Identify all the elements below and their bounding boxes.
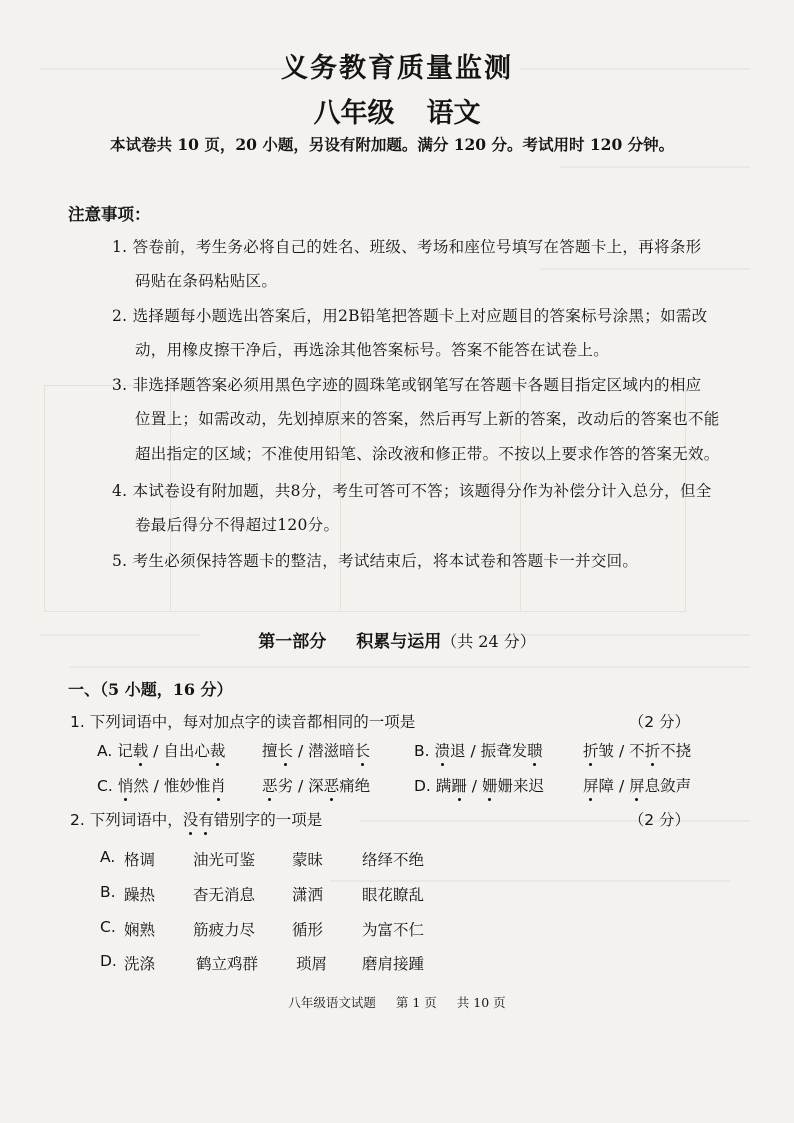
word: 恶劣: [262, 777, 294, 795]
question-2-option-word: 筋疲力尽: [193, 921, 256, 939]
notice-line: 卷最后得分不得超过120分。: [135, 516, 340, 534]
question-2-option-word: 洗涤: [124, 955, 156, 973]
question-2-option-word: 络绎不绝: [362, 851, 425, 869]
part-name: 积累与运用: [356, 632, 442, 652]
question-2-option-word: 为富不仁: [362, 921, 425, 939]
question-2-option-word: 杳无消息: [193, 886, 256, 904]
notice-line: 码贴在条码粘贴区。: [135, 272, 278, 290]
emphasis-char: 长: [277, 742, 294, 760]
word: 悄然: [117, 777, 149, 795]
question-2-option-a-letter: A.: [100, 848, 116, 866]
notice-line: 动，用橡皮擦干净后，再选涂其他答案标号。答案不能答在试卷上。: [135, 341, 610, 359]
word: 屏息敛声: [629, 777, 692, 795]
emphasis-char: 裁: [209, 742, 226, 760]
page-footer: [0, 993, 794, 1011]
question-2-option-word: 娴熟: [124, 921, 156, 939]
notice-line: 4. 本试卷设有附加题，共8分，考生可答可不答；该题得分作为补偿分计入总分，但全: [112, 482, 712, 500]
part-points: （共 24 分）: [441, 632, 536, 651]
emphasis-char: 聩: [527, 742, 543, 760]
notice-heading: 注意事项：: [68, 205, 151, 224]
notice-line: 1. 答卷前，考生务必将自己的姓名、班级、考场和座位号填写在答题卡上，再将条形: [112, 238, 702, 256]
word: 折皱: [583, 742, 615, 760]
emphasis-char: 折: [583, 742, 599, 760]
question-1-score: （2 分）: [628, 713, 690, 731]
emphasis-char: 肖: [210, 777, 226, 795]
question-1-option-c-pair: 恶劣 / 深恶痛绝: [262, 777, 371, 795]
word: 不折不挠: [629, 742, 692, 760]
question-2-option-word: 琐屑: [296, 955, 328, 973]
question-2-option-word: 眼花瞭乱: [362, 886, 425, 904]
question-2-option-word: 磨肩接踵: [362, 955, 425, 973]
question-2-option-word: 油光可鉴: [193, 851, 256, 869]
section-heading: 一、（5 小题，16 分）: [68, 680, 233, 699]
question-1-stem: 1. 下列词语中，每对加点字的读音都相同的一项是: [70, 713, 416, 731]
question-1-option-a: A. 记载 / 自出心裁: [97, 742, 226, 760]
emphasis-char: 溃: [434, 742, 451, 760]
question-1-option-d-pair: 屏障 / 屏息敛声: [583, 777, 692, 795]
bleed-through-line: [540, 268, 750, 270]
word: 蹒跚: [435, 777, 467, 795]
word: 潜滋暗长: [308, 742, 371, 760]
emphasis-char: 恶: [262, 777, 278, 795]
notice-line: 超出指定的区域；不准使用铅笔、涂改液和修正带。不按以上要求作答的答案无效。: [135, 445, 720, 463]
question-2-option-word: 躁热: [124, 886, 156, 904]
notice-line: 3. 非选择题答案必须用黑色字迹的圆珠笔或钢笔写在答题卡各题目指定区域内的相应: [112, 376, 702, 394]
question-1-option-c: C. 悄然 / 惟妙惟肖: [97, 777, 226, 795]
emphasis-char: 屏: [583, 777, 599, 795]
word: 振聋发聩: [480, 742, 543, 760]
word: 擅长: [262, 742, 294, 760]
word: 屏障: [583, 777, 615, 795]
emphasis-char: 有: [198, 811, 214, 829]
question-2-option-b-letter: B.: [100, 883, 116, 901]
emphasis-char: 恶: [323, 777, 340, 795]
word: 姗姗来迟: [481, 777, 544, 795]
question-2-option-word: 格调: [124, 851, 156, 869]
question-2-option-word: 蒙昧: [292, 851, 324, 869]
bleed-through-line: [70, 666, 750, 668]
emphasis-char: 长: [354, 742, 371, 760]
question-2-stem: 2. 下列词语中，没有错别字的一项是: [70, 811, 323, 829]
emphasis-char: 折: [644, 742, 661, 760]
emphasis-char: 载: [132, 742, 149, 760]
question-2-option-d-letter: D.: [100, 952, 117, 970]
emphasis-char: 没: [182, 811, 199, 829]
footer-exam-name: 八年级语文试题: [288, 995, 376, 1010]
word: 深恶痛绝: [308, 777, 371, 795]
exam-intro: 本试卷共 10 页，20 小题，另设有附加题。满分 120 分。考试用时 120 分钟。: [110, 135, 675, 154]
subject-label: 语文: [426, 98, 481, 129]
footer-page-number: 第 1 页: [395, 995, 437, 1010]
notice-line: 位置上；如需改动，先划掉原来的答案，然后再写上新的答案，改动后的答案也不能: [135, 410, 720, 428]
question-1-option-b: B. 溃退 / 振聋发聩: [414, 742, 543, 760]
word: 惟妙惟肖: [163, 777, 226, 795]
exam-title: 义务教育质量监测: [281, 53, 513, 84]
bleed-through-line: [560, 166, 750, 168]
question-2-option-word: 潇洒: [292, 886, 324, 904]
grade-label: 八年级: [313, 98, 395, 129]
part-title: [0, 627, 794, 652]
word: 自出心裁: [163, 742, 226, 760]
grade-subject: [0, 91, 794, 130]
question-2-option-c-letter: C.: [100, 918, 116, 936]
question-2-option-word: 循形: [292, 921, 324, 939]
question-1-option-d: D. 蹒跚 / 姗姗来迟: [414, 777, 544, 795]
emphasis-char: 悄: [117, 777, 134, 795]
footer-total-pages: 共 10 页: [456, 995, 506, 1010]
emphasis-char: 屏: [629, 777, 645, 795]
notice-line: 5. 考生必须保持答题卡的整洁，考试结束后，将本试卷和答题卡一并交回。: [112, 552, 639, 570]
word: 记载: [117, 742, 149, 760]
emphasis-char: 姗: [481, 777, 498, 795]
bleed-through-line: [330, 880, 730, 882]
word: 溃退: [434, 742, 466, 760]
question-2-option-word: 鹤立鸡群: [196, 955, 259, 973]
part-number: 第一部分: [258, 632, 327, 652]
emphasis-char: 跚: [451, 777, 467, 795]
bleed-through-line: [360, 820, 750, 822]
notice-line: 2. 选择题每小题选出答案后，用2B铅笔把答题卡上对应题目的答案标号涂黑；如需改: [112, 307, 708, 325]
question-1-option-b-pair: 折皱 / 不折不挠: [583, 742, 692, 760]
question-2-score: （2 分）: [628, 811, 690, 829]
question-1-option-a-pair: 擅长 / 潜滋暗长: [262, 742, 371, 760]
